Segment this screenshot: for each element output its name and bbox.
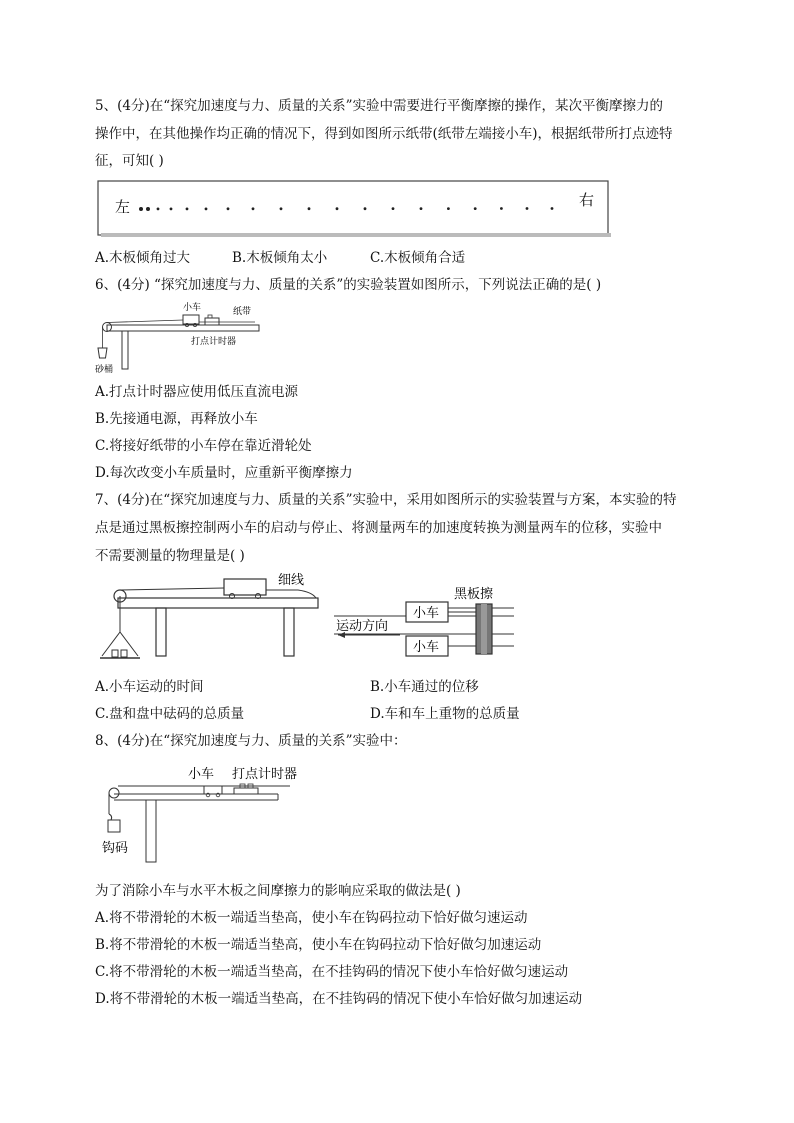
q6-apparatus-figure xyxy=(95,298,270,374)
tape-dot xyxy=(447,207,450,210)
tape-dot xyxy=(146,207,150,211)
q5-paper-tape-figure xyxy=(97,180,611,238)
q5-stem-line-1: 5、(4分)在“探究加速度与力、质量的关系”实验中需要进行平衡摩擦的操作，某次平衡摩擦力的 xyxy=(95,98,664,114)
tape-dot xyxy=(392,207,395,210)
q6-option-d: D.每次改变小车质量时，应重新平衡摩擦力 xyxy=(95,465,353,481)
q6-option-a: A.打点计时器应使用低压直流电源 xyxy=(95,384,299,400)
tape-dot xyxy=(170,208,173,211)
q7-stem-line-3: 不需要测量的物理量是( ) xyxy=(95,548,245,564)
q5-option-b: B.木板倾角太小 xyxy=(232,250,328,266)
q6-option-b: B.先接通电源，再释放小车 xyxy=(95,411,258,427)
q7-label-eraser: 黑板擦 xyxy=(454,587,494,602)
q8-option-d: D.将不带滑轮的木板一端适当垫高，在不挂钩码的情况下使小车恰好做匀加速运动 xyxy=(95,991,583,1007)
q7-apparatus-figure-left xyxy=(98,574,328,666)
q7-label-cart-2: 小车 xyxy=(413,640,440,655)
tape-dot xyxy=(500,207,503,210)
q7-option-d: D.车和车上重物的总质量 xyxy=(370,706,520,722)
q8-label-weight: 钩码 xyxy=(102,841,129,856)
q7-option-b: B.小车通过的位移 xyxy=(370,679,479,695)
tape-dot xyxy=(205,208,208,211)
q5-option-a: A.木板倾角过大 xyxy=(95,250,191,266)
q5-tape-right-label: 右 xyxy=(579,191,595,209)
q8-apparatus-figure xyxy=(100,764,300,864)
q6-label-bucket: 砂桶 xyxy=(95,365,114,375)
q7-label-direction: 运动方向 xyxy=(336,619,389,634)
q7-stem-line-2: 点是通过黑板擦控制两小车的启动与停止、将测量两车的加速度转换为测量两车的位移，实验中 xyxy=(95,520,662,536)
q6-stem: 6、(4分) “探究加速度与力、质量的关系”的实验装置如图所示，下列说法正确的是( ) xyxy=(95,277,602,293)
q8-option-c: C.将不带滑轮的木板一端适当垫高，在不挂钩码的情况下使小车恰好做匀速运动 xyxy=(95,964,569,980)
q6-label-cart: 小车 xyxy=(183,303,202,313)
q5-stem-line-3: 征，可知( ) xyxy=(95,153,164,169)
q7-label-string: 细线 xyxy=(278,573,305,588)
tape-dot xyxy=(526,207,529,210)
tape-dot xyxy=(252,207,255,210)
tape-dot xyxy=(139,207,143,211)
q8-label-timer: 打点计时器 xyxy=(232,767,298,782)
tape-dot xyxy=(420,207,423,210)
tape-dot xyxy=(186,208,189,211)
q8-label-cart: 小车 xyxy=(188,767,215,782)
tape-dot xyxy=(308,207,311,210)
q5-stem-line-2: 操作中，在其他操作均正确的情况下，得到如图所示纸带(纸带左端接小车)，根据纸带所打点迹特 xyxy=(95,126,673,142)
tape-dot xyxy=(227,207,230,210)
q8-option-b: B.将不带滑轮的木板一端适当垫高，使小车在钩码拉动下恰好做匀加速运动 xyxy=(95,937,542,953)
q6-option-c: C.将接好纸带的小车停在靠近滑轮处 xyxy=(95,438,312,454)
tape-dot xyxy=(336,207,339,210)
q5-option-c: C.木板倾角合适 xyxy=(370,250,466,266)
q8-stem: 8、(4分)在“探究加速度与力、质量的关系”实验中： xyxy=(95,733,407,749)
q7-stem-line-1: 7、(4分)在“探究加速度与力、质量的关系”实验中，采用如图所示的实验装置与方案，本实验的特 xyxy=(95,492,677,508)
q7-option-a: A.小车运动的时间 xyxy=(95,679,204,695)
q7-apparatus-figure-right xyxy=(334,584,524,664)
tape-dot xyxy=(474,207,477,210)
tape-dot xyxy=(157,208,160,211)
q7-option-c: C.盘和盘中砝码的总质量 xyxy=(95,706,245,722)
tape-dot xyxy=(551,207,554,210)
q8-option-a: A.将不带滑轮的木板一端适当垫高，使小车在钩码拉动下恰好做匀速运动 xyxy=(95,910,528,926)
q5-tape-left-label: 左 xyxy=(115,198,131,216)
tape-dot xyxy=(280,207,283,210)
tape-dot xyxy=(364,207,367,210)
q7-label-cart-1: 小车 xyxy=(413,606,440,621)
q6-label-timer: 打点计时器 xyxy=(191,337,237,347)
q6-label-tape: 纸带 xyxy=(233,307,252,317)
q8-question: 为了消除小车与水平木板之间摩擦力的影响应采取的做法是( ) xyxy=(95,883,461,899)
